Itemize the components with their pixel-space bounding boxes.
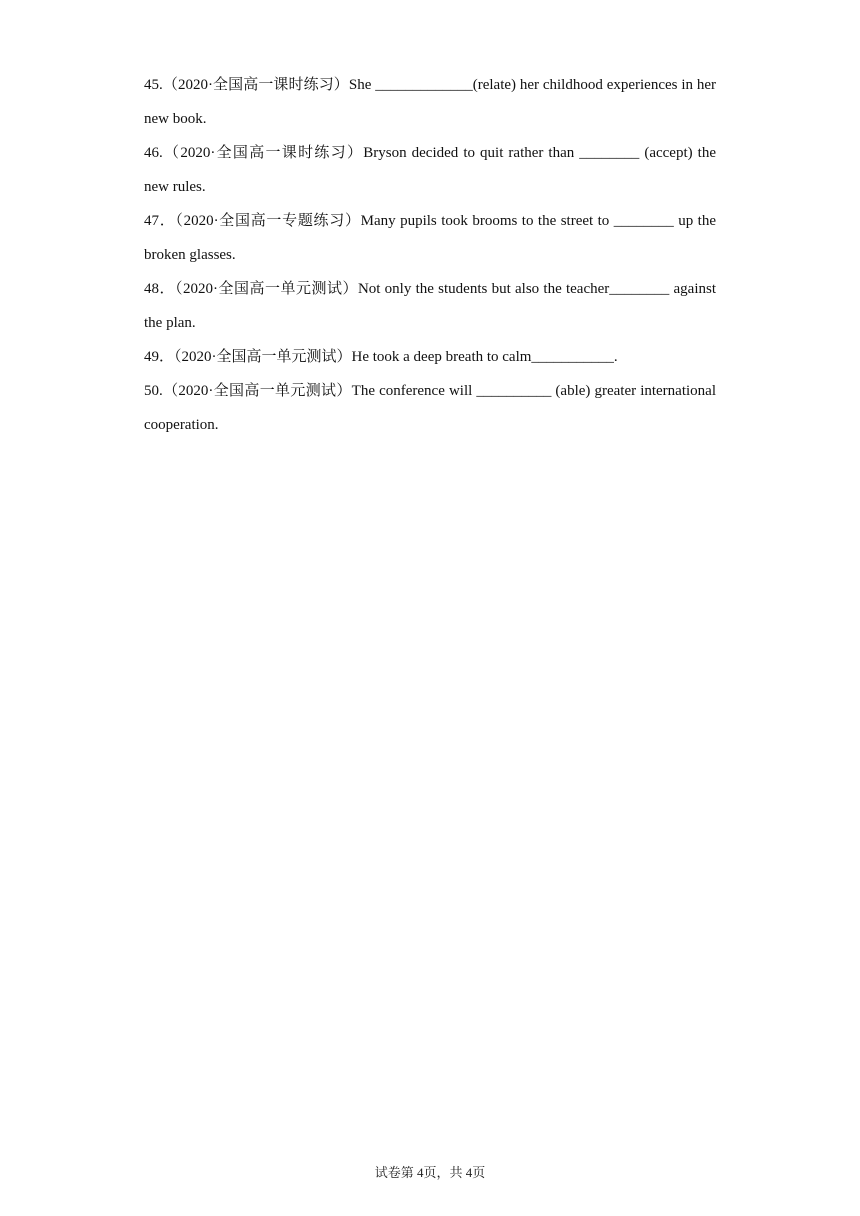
page-footer: 试卷第 4页，共 4页 (374, 1165, 486, 1180)
question-49: 49．（2020·全国高一单元测试）He took a deep breath to calm___________. (144, 349, 618, 365)
question-46: 46.（2020·全国高一课时练习）Bryson decided to quit rather than ________ (accept) the new rules. (144, 145, 716, 195)
question-45: 45.（2020·全国高一课时练习）She _____________(relate) her childhood experiences in her new book. (144, 77, 716, 127)
question-50: 50.（2020·全国高一单元测试）The conference will __________ (able) greater international cooperation. (144, 383, 716, 433)
question-list (144, 68, 716, 442)
question-47: 47．（2020·全国高一专题练习）Many pupils took brooms to the street to ________ up the broken glasses. (144, 213, 716, 263)
question-48: 48．（2020·全国高一单元测试）Not only the students but also the teacher________ against the plan. (144, 281, 716, 331)
